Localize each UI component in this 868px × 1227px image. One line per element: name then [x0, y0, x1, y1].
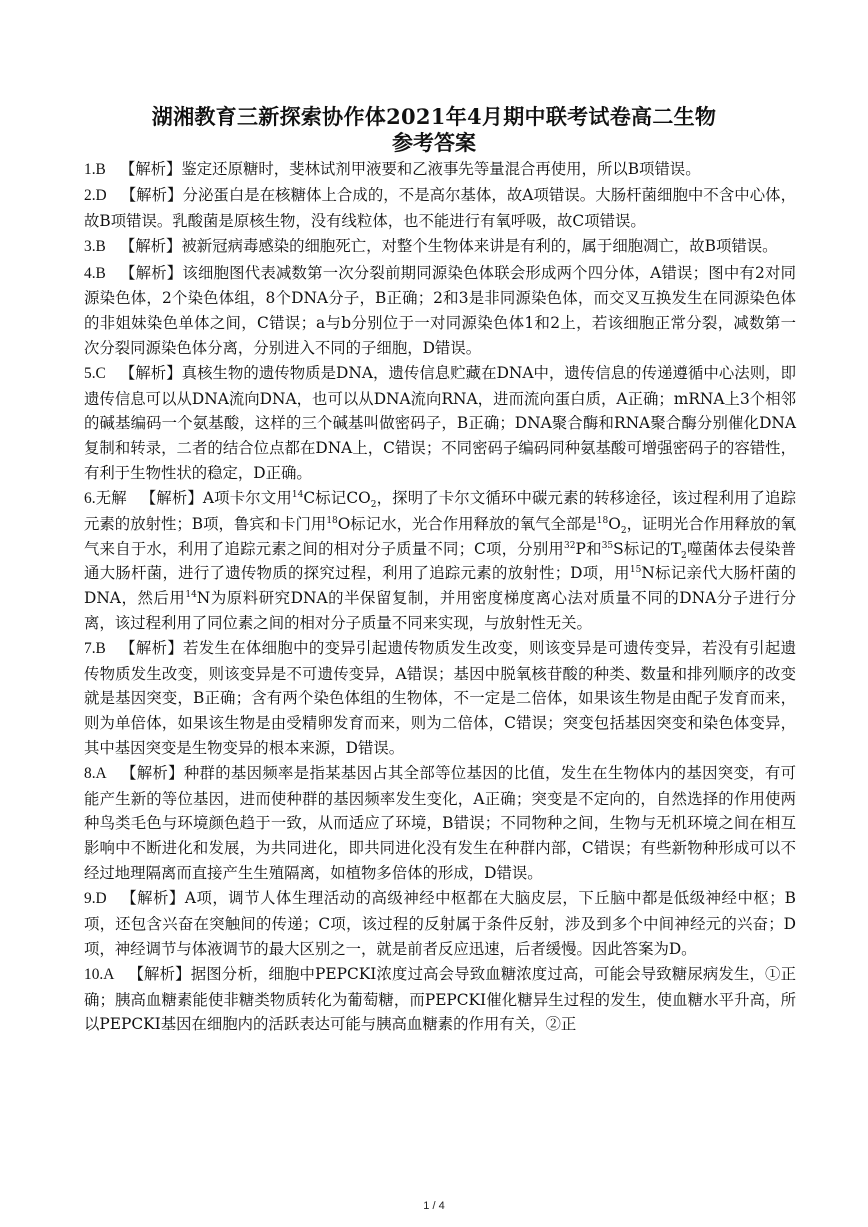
analysis-text: 种群的基因频率是指某基因占其全部等位基因的比值，发生在生物体内的基因突变，有可能产生新的等位基因，进而使种群的基因频率发生变化，A正确；突变是不定向的，自然选择的作用使两种鸟类毛色与环境颜色趋于一致，从而适应了环境，B错误；不同物种之间，生物与无机环境之间在相互影响中不断进化和发展，为共同进化，即共同进化没有发生在种群内部，C错误；有些新物种形成可以不经过地理隔离而直接产生生殖隔离，如植物多倍体的形成，D错误。 — [84, 764, 796, 882]
answer-number: 1.B — [84, 161, 106, 178]
analysis-text: 若发生在体细胞中的变异引起遗传物质发生改变，则该变异是可遗传变异，若没有引起遗传物质发生改变，则该变异是不可遗传变异，A错误；基因中脱氧核苷酸的种类、数量和排列顺序的改变就是基因突变，B正确；含有两个染色体组的生物体，不一定是二倍体，如果该生物是由配子发育而来，则为单倍体，如果该生物是由受精卵发育而来，则为二倍体，C错误；突变包括基因突变和染色体变异，其中基因突变是生物变异的根本来源，D错误。 — [84, 638, 796, 757]
answer-item — [84, 761, 796, 886]
analysis-text: A项卡尔文用$^{14}$C标记$CO_2$，探明了卡尔文循环中碳元素的转移途径，该过程利用了追踪元素的放射性；B项，鲁宾和卡门用$^{18}$O标记水，光合作用释放的氧气全部是$^{18}O_2$，证明光合作用释放的氧气来自于水，利用了追踪元素之间的相对分子质量不同；C项，分别用$^{32}$P和$^{35}$S标记的$T_2$噬菌体去侵染普通大肠杆菌，进行了遗传物质的探究过程，利用了追踪元素的放射性；D项，用$^{15}$N标记亲代大肠杆菌的DNA，然后用$^{14}$N为原料研究DNA的半保留复制，并用密度梯度离心法对质量不同的DNA分子进行分离，该过程利用了同位素之间的相对分子质量不同来实现，与放射性无关。 — [84, 489, 797, 632]
superscript: 14 — [291, 489, 304, 500]
page-subtitle: 参考答案 — [392, 130, 476, 155]
answer-list — [84, 157, 796, 1037]
answer-item — [84, 261, 796, 361]
answer-number: 2.D — [84, 187, 107, 205]
page-title: 湖湘教育三新探索协作体2021年4月期中联考试卷高二生物 — [151, 104, 717, 129]
superscript: 18 — [596, 515, 609, 526]
title-block — [0, 104, 868, 156]
answer-item — [84, 886, 796, 961]
analysis-text: 分泌蛋白是在核糖体上合成的，不是高尔基体，故A项错误。大肠杆菌细胞中不含中心体，故B项错误。乳酸菌是原核生物，没有线粒体，也不能进行有氧呼吸，故C项错误。 — [84, 186, 796, 230]
analysis-tag: 【解析】 — [119, 237, 182, 256]
superscript: 18 — [326, 515, 338, 526]
answer-item — [84, 486, 796, 635]
answer-item — [84, 157, 796, 183]
analysis-tag: 【解析】 — [119, 160, 182, 178]
answer-number: 9.D — [84, 890, 107, 908]
analysis-tag: 【解析】 — [120, 889, 185, 908]
answer-number: 7.B — [84, 639, 106, 657]
subscript: 2 — [370, 500, 377, 511]
answer-number: 5.C — [84, 365, 106, 382]
analysis-text: 据图分析，细胞中PEPCKI浓度过高会导致血糖浓度过高，可能会导致糖尿病发生，①正确；胰高血糖素能使非糖类物质转化为葡萄糖，而PEPCKI催化糖异生过程的发生，使血糖水平升高，所以PEPCKI基因在细胞内的活跃表达可能与胰高血糖素的作用有关，②正 — [84, 964, 796, 1034]
subscript: 2 — [620, 525, 627, 536]
superscript: 15 — [629, 565, 642, 576]
superscript: 14 — [185, 589, 197, 600]
analysis-text: A项，调节人体生理活动的高级神经中枢都在大脑皮层，下丘脑中都是低级神经中枢；B项，还包含兴奋在突触间的传递；C项，该过程的反射属于条件反射，涉及到多个中间神经元的兴奋；D项，神经调节与体液调节的最大区别之一，就是前者反应迅速，后者缓慢。因此答案为D。 — [84, 889, 796, 958]
analysis-tag: 【解析】 — [119, 364, 182, 382]
page-number: 1 / 4 — [423, 1200, 445, 1212]
answer-item — [84, 962, 796, 1037]
answer-number: 3.B — [84, 238, 106, 256]
analysis-tag: 【解析】 — [120, 764, 184, 783]
answer-number: 4.B — [84, 264, 106, 282]
subscript: 2 — [681, 550, 687, 561]
analysis-tag: 【解析】 — [119, 638, 184, 657]
superscript: 32 — [564, 540, 576, 551]
analysis-tag: 【解析】 — [140, 489, 203, 508]
analysis-tag: 【解析】 — [119, 263, 183, 282]
analysis-tag: 【解析】 — [128, 964, 191, 983]
analysis-text: 鉴定还原糖时，斐林试剂甲液要和乙液事先等量混合再使用，所以B项错误。 — [181, 160, 701, 178]
analysis-tag: 【解析】 — [120, 186, 183, 205]
analysis-text: 该细胞图代表减数第一次分裂前期同源染色体联会形成两个四分体，A错误；图中有2对同源染色体，2个染色体组，8个DNA分子，B正确；2和3是非同源染色体，而交叉互换发生在同源染色体的非姐妹染色单体之间，C错误；a与b分别位于一对同源染色体1和2上，若该细胞正常分裂，减数第一次分裂同源染色体分离，分别进入不同的子细胞，D错误。 — [84, 263, 796, 357]
answer-item — [84, 234, 796, 260]
answer-item — [84, 361, 796, 486]
analysis-text: 被新冠病毒感染的细胞死亡，对整个生物体来讲是有利的，属于细胞凋亡，故B项错误。 — [181, 237, 778, 256]
answer-number: 6.无解 — [84, 490, 127, 508]
analysis-text: 真核生物的遗传物质是DNA，遗传信息贮藏在DNA中，遗传信息的传递遵循中心法则，即遗传信息可以从DNA流向DNA，也可以从DNA流向RNA，进而流向蛋白质，A正确；mRNA上3个相邻的碱基编码一个氨基酸，这样的三个碱基叫做密码子，B正确；DNA聚合酶和RNA聚合酶分别催化DNA复制和转录，二者的结合位点都在DNA上，C错误；不同密码子编码同种氨基酸可增强密码子的容错性，有利于生物性状的稳定，D正确。 — [84, 364, 796, 482]
superscript: 35 — [601, 540, 614, 551]
answer-item — [84, 183, 796, 233]
answer-number: 10.A — [84, 965, 115, 983]
answer-number: 8.A — [84, 765, 107, 783]
answer-item — [84, 636, 796, 761]
